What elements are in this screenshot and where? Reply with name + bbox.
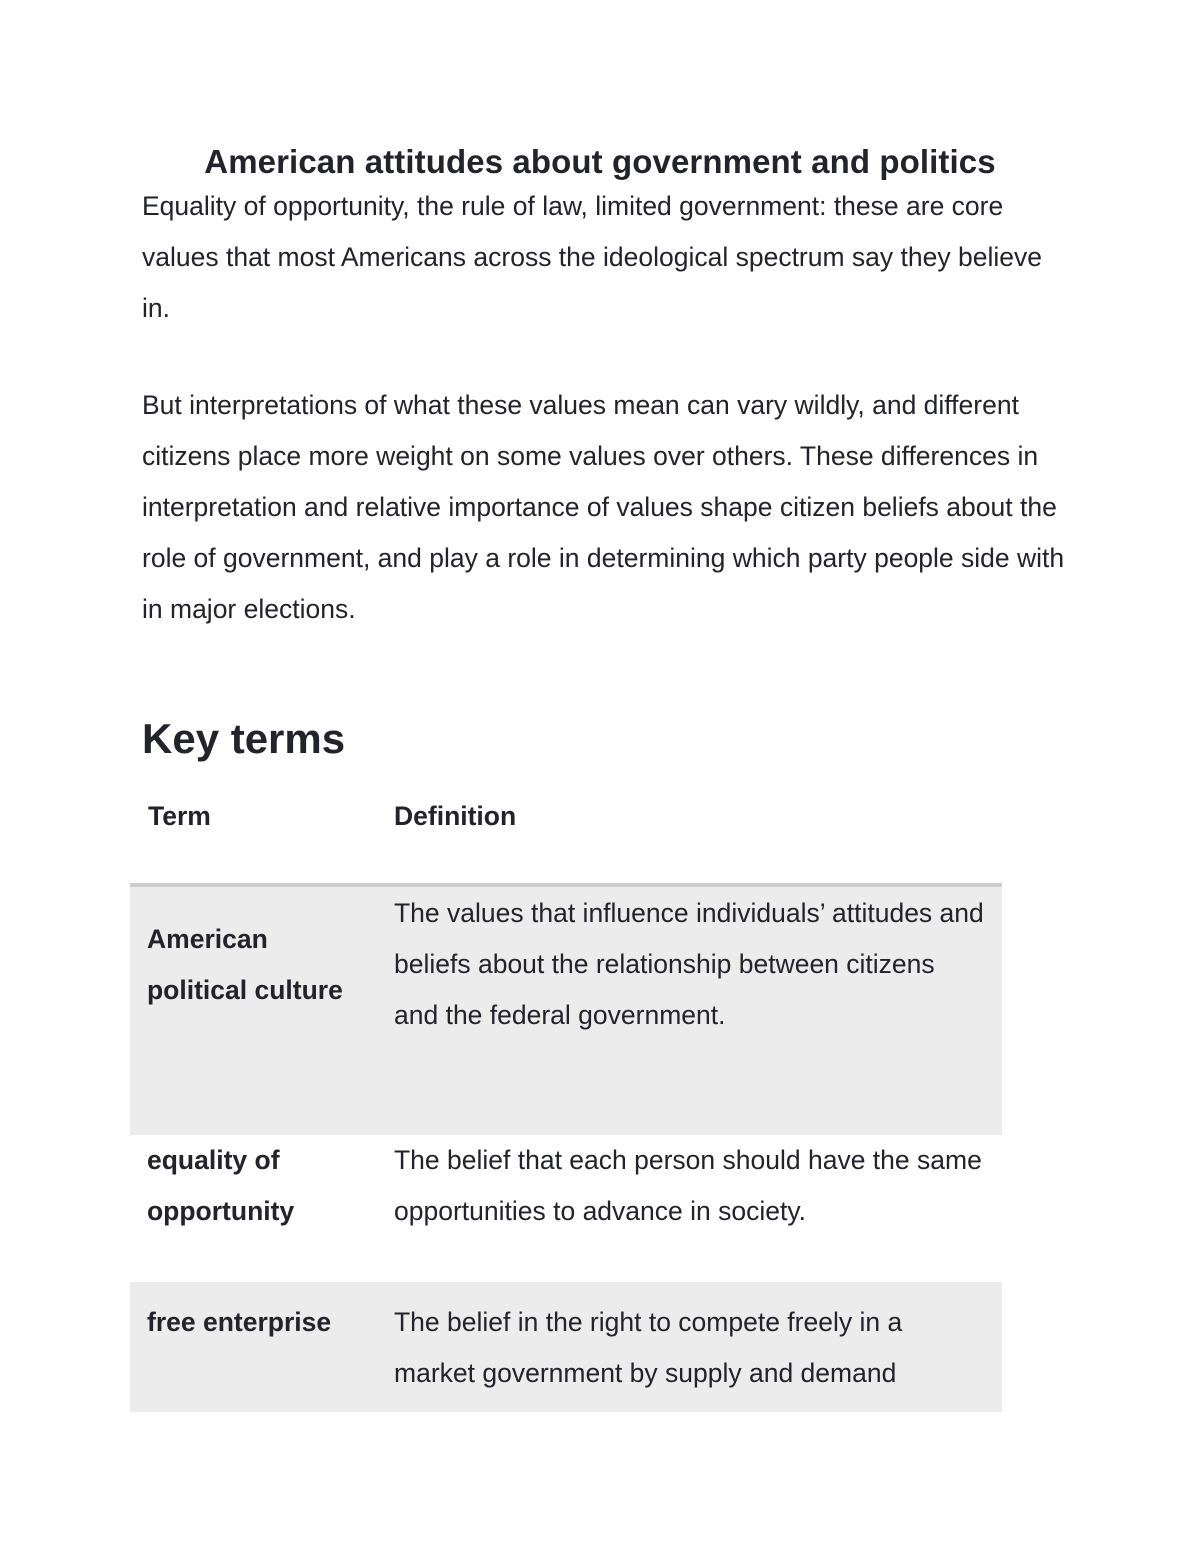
intro-paragraph: But interpretations of what these values mean can vary wildly, and different citizens place more weight on some values over others. These differences in interpretation and relative importance of values shape citizen beliefs about the role of government, and play a role in determining which party people side with in major elections.	[142, 390, 1065, 624]
table-header-row	[130, 780, 1002, 887]
key-terms-table	[130, 780, 1002, 1412]
table-row	[130, 1135, 1002, 1282]
table-row	[130, 887, 1002, 1135]
definition-cell: The belief in the right to compete freely in a market government by supply and demand	[394, 1307, 903, 1388]
intro-paragraph: Equality of opportunity, the rule of law, limited government: these are core values that most Americans across the ideological spectrum say they believe in.	[142, 191, 1042, 323]
page-title: American attitudes about government and politics	[204, 143, 996, 180]
section-heading-key-terms: Key terms	[142, 715, 346, 762]
term-cell: American political culture	[147, 924, 343, 1005]
table-row	[130, 1282, 1002, 1412]
definition-cell: The belief that each person should have the same opportunities to advance in society.	[394, 1145, 982, 1226]
term-cell: free enterprise	[147, 1307, 332, 1337]
definition-cell: The values that influence individuals’ attitudes and beliefs about the relationship between citizens and the federal government.	[394, 898, 984, 1030]
term-cell: equality of opportunity	[147, 1145, 295, 1226]
column-header-term: Term	[148, 801, 211, 831]
column-header-definition: Definition	[394, 801, 517, 831]
